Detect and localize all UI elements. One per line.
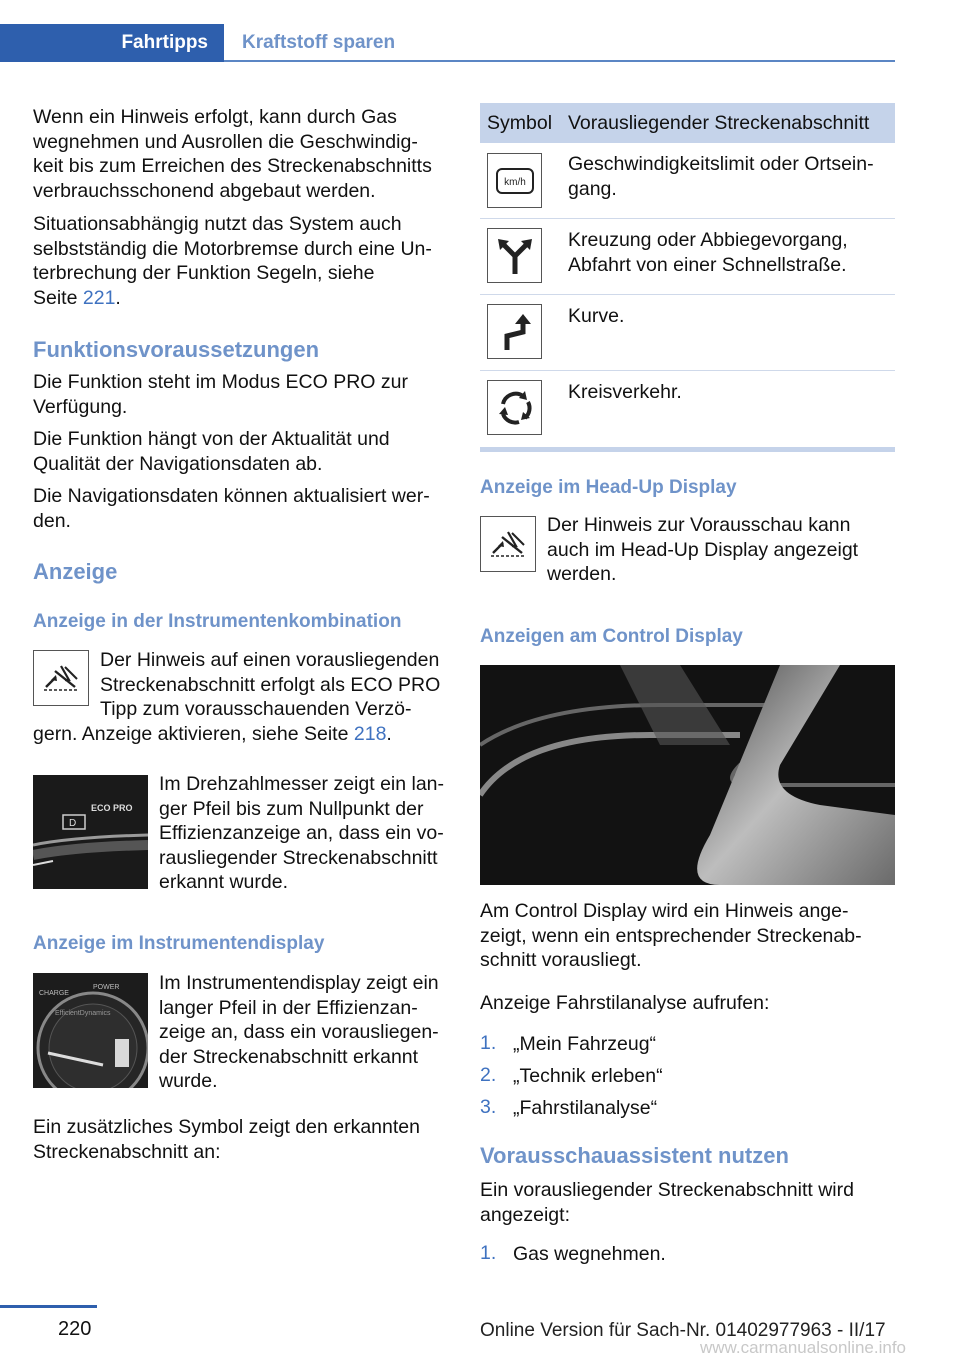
roundabout-icon: [487, 380, 542, 435]
gear-indicator: D: [69, 818, 77, 829]
heading-vorausschauassistent-nutzen: Vorausschauassistent nutzen: [480, 1143, 789, 1168]
gauge-label-charge: CHARGE: [39, 990, 69, 997]
step-mein-fahrzeug: „Mein Fahrzeug“: [513, 1033, 657, 1055]
subheading-instrumentenkombination: Anzeige in der Instrumentenkombination: [33, 611, 402, 632]
intro-paragraph-2: Situationsabhängig nutzt das System auch selbstständig die Motorbremse durch eine Un- terbrechung der Funktion Segeln, siehe Seite 221.: [33, 213, 432, 309]
drehzahl-paragraph: Im Drehzahlmesser zeigt ein lan- ger Pfeil bis zum Nullpunkt der Effizienzanzeige an, dass ein vo- rausliegender Streckenabschnitt erkannt wurde.: [159, 773, 445, 893]
eco-pro-hint-icon: [33, 650, 89, 706]
row-divider: [480, 294, 895, 295]
step-number: 3.: [480, 1096, 497, 1118]
row-divider: [480, 218, 895, 219]
subheading-head-up-display: Anzeige im Head-Up Display: [480, 477, 737, 498]
gauge-label-power: POWER: [93, 984, 120, 991]
step-number: 1.: [480, 1242, 497, 1264]
tab-fahrtipps[interactable]: Fahrtipps: [0, 24, 224, 62]
step-number: 2.: [480, 1064, 497, 1086]
funk-paragraph-1: Die Funktion steht im Modus ECO PRO zur Verfügung.: [33, 371, 408, 418]
tachometer-image: [33, 775, 148, 889]
page-number: 220: [58, 1318, 92, 1340]
instrument-display-image: [33, 973, 148, 1088]
heading-funktionsvoraussetzungen: Funktionsvoraussetzungen: [33, 337, 320, 362]
column-header-symbol: Symbol: [487, 112, 553, 134]
table-row: Kreuzung oder Abbiegevorgang, Abfahrt von einer Schnellstraße.: [568, 229, 848, 276]
hud-hint-icon: [480, 516, 536, 572]
ik-paragraph: Der Hinweis auf einen vorausliegenden Streckenabschnitt erfolgt als ECO PRO Tipp zum vorausschauenden Verzö-: [100, 649, 441, 720]
table-row: Kreisverkehr.: [568, 381, 682, 403]
page-link-221[interactable]: 221: [82, 286, 116, 309]
control-display-image: [480, 665, 895, 885]
tab-kraftstoff-sparen[interactable]: Kraftstoff sparen: [242, 32, 396, 53]
subheading-control-display: Anzeigen am Control Display: [480, 626, 743, 647]
final-paragraph: Ein zusätzliches Symbol zeigt den erkannten Streckenabschnitt an:: [33, 1116, 420, 1163]
table-row: Kurve.: [568, 305, 625, 327]
eco-pro-label: ECO PRO: [91, 803, 133, 813]
step-number: 1.: [480, 1032, 497, 1054]
step-technik-erleben: „Technik erleben“: [513, 1065, 663, 1087]
online-version-text: Online Version für Sach-Nr. 01402977963 - II/17: [480, 1320, 886, 1341]
junction-icon: [487, 228, 542, 283]
id-paragraph: Im Instrumentendisplay zeigt ein langer Pfeil in der Effizienzan- zeige an, dass ein vorausliegen- der Streckenabschnitt erkannt wurde.: [159, 972, 439, 1092]
step-gas-wegnehmen: Gas wegnehmen.: [513, 1243, 666, 1265]
nutzen-paragraph: Ein vorausliegender Streckenabschnitt wird angezeigt:: [480, 1179, 854, 1226]
curve-icon: [487, 304, 542, 359]
control-paragraph: Am Control Display wird ein Hinweis ange- zeigt, wenn ein entsprechender Streckenab- schnitt vorausliegt.: [480, 900, 862, 971]
km-h-text: km/h: [503, 176, 526, 188]
funk-paragraph-3: Die Navigationsdaten können aktualisiert wer- den.: [33, 485, 430, 532]
gauge-label-efficient: EfficientDynamics: [55, 1010, 111, 1017]
header-tabs: [0, 24, 895, 62]
funk-paragraph-2: Die Funktion hängt von der Aktualität und Qualität der Navigationsdaten ab.: [33, 428, 390, 475]
table-header: [480, 103, 895, 143]
analyse-intro: Anzeige Fahrstilanalyse aufrufen:: [480, 992, 770, 1014]
subheading-instrumentendisplay: Anzeige im Instrumentendisplay: [33, 933, 325, 954]
hud-paragraph: Der Hinweis zur Vorausschau kann auch im Head-Up Display angezeigt werden.: [547, 514, 859, 585]
watermark: www.carmanualsonline.info: [700, 1338, 906, 1357]
step-fahrstilanalyse: „Fahrstilanalyse“: [513, 1097, 658, 1119]
page-link-218[interactable]: 218: [353, 723, 387, 745]
column-header-section: Vorausliegender Streckenabschnitt: [568, 112, 870, 134]
table-bottom-border: [480, 447, 895, 452]
heading-anzeige: Anzeige: [33, 559, 118, 584]
intro-paragraph-1: Wenn ein Hinweis erfolgt, kann durch Gas wegnehmen und Ausrollen die Geschwindig- keit bis zum Erreichen des Streckenabschnitts verbrauchsschonend abgebaut werden.: [33, 106, 432, 202]
ik-paragraph-last: gern. Anzeige aktivieren, siehe Seite 218.: [33, 723, 392, 745]
row-divider: [480, 370, 895, 371]
km-h-sign-icon: [487, 153, 542, 208]
table-row: Geschwindigkeitslimit oder Ortsein- gang.: [568, 153, 874, 200]
footer-accent-line: [0, 1305, 97, 1308]
